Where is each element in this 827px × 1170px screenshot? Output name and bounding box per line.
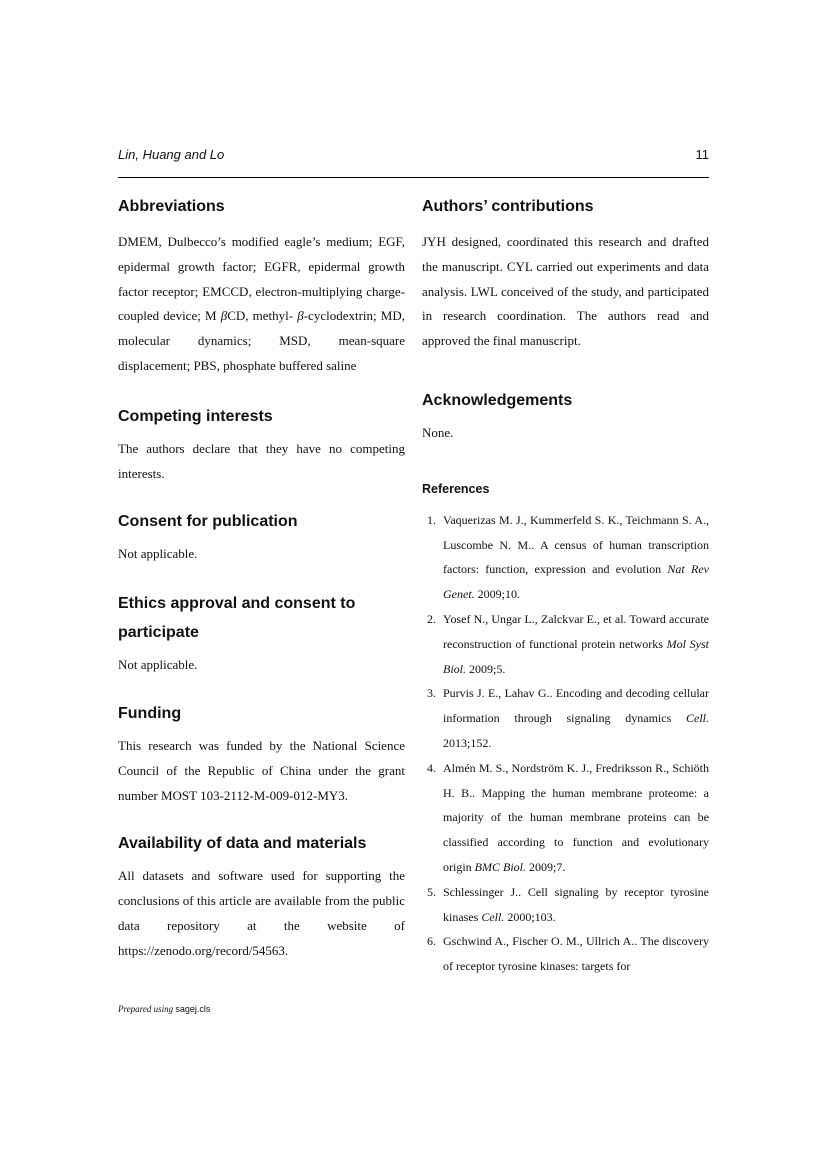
- abbreviations-text-part-3: -cyclodextrin; MD, molecular dynamics; MSD, mean-square displacement; PBS, phosphate buffered saline: [118, 308, 405, 373]
- contributions-text: JYH designed, coordinated this research and drafted the manuscript. CYL carried out experiments and data analysis. LWL conceived of the study, and participated in research coordination. The authors read and approved the final manuscript.: [422, 234, 709, 349]
- reference-year: 2013;152.: [443, 735, 492, 750]
- reference-number: 2.: [427, 611, 436, 626]
- reference-text: [443, 681, 709, 755]
- acknowledgements-section: [422, 386, 709, 446]
- availability-text: All datasets and software used for supporting the conclusions of this article are available from the public data repository at the website of https://zenodo.org/record/54563.: [118, 868, 405, 958]
- reference-year: 2009;10.: [474, 587, 520, 602]
- reference-body: Yosef N., Ungar L., Zalckvar E., et al. Toward accurate reconstruction of functional protein networks: [443, 611, 709, 651]
- abbreviations-text-part-1: DMEM, Dulbecco’s modified eagle’s medium; EGF, epidermal growth factor; EGFR, epidermal growth factor receptor; EMCCD, electron-multiplying charge-coupled device; M: [118, 234, 405, 324]
- abbreviations-text-part-2: CD, methyl-: [227, 308, 298, 324]
- acknowledgements-text: None.: [422, 424, 454, 440]
- reference-number: 5.: [427, 884, 436, 899]
- reference-year: 2000;103.: [504, 909, 556, 924]
- right-column: [422, 192, 709, 979]
- reference-list: [422, 508, 709, 979]
- left-column: [118, 192, 405, 964]
- reference-body: Schlessinger J.. Cell signaling by receptor tyrosine kinases: [443, 884, 709, 924]
- references-section: [422, 479, 709, 979]
- consent-section: [118, 507, 405, 567]
- reference-year: 2009;5.: [466, 661, 506, 676]
- reference-journal: Cell.: [481, 909, 505, 924]
- header-rule: [118, 177, 709, 178]
- header-authors: Lin, Huang and Lo: [118, 147, 225, 162]
- beta-symbol: β: [220, 308, 228, 324]
- reference-number: 1.: [427, 512, 436, 527]
- reference-number: 6.: [427, 934, 436, 949]
- reference-item: [422, 756, 709, 880]
- reference-text: [443, 607, 709, 681]
- reference-journal: Cell.: [686, 711, 709, 726]
- reference-item: [422, 508, 709, 607]
- contributions-section: [422, 192, 709, 354]
- reference-item: [422, 607, 709, 681]
- funding-section: [118, 699, 405, 808]
- running-header: [118, 147, 709, 165]
- abbreviations-text: [118, 230, 405, 379]
- reference-item: [422, 880, 709, 930]
- reference-item: [422, 681, 709, 755]
- funding-heading: Funding: [118, 704, 182, 722]
- page-footer: [118, 1004, 210, 1014]
- competing-interests-text: The authors declare that they have no competing interests.: [118, 440, 405, 481]
- reference-body: Almén M. S., Nordström K. J., Fredriksson R., Schiöth H. B.. Mapping the human membrane proteome: a majority of the human membrane proteins can be classified according to function and evolutionary origin: [443, 760, 709, 874]
- reference-text: [443, 508, 709, 607]
- ethics-text: Not applicable.: [118, 657, 198, 673]
- reference-number: 4.: [427, 760, 436, 775]
- reference-text: [443, 929, 709, 979]
- reference-body: Gschwind A., Fischer O. M., Ullrich A.. The discovery of receptor tyrosine kinases: targets for: [443, 934, 709, 974]
- page-number: 11: [695, 147, 709, 162]
- references-heading: References: [422, 481, 490, 496]
- availability-section: [118, 829, 405, 963]
- abbreviations-section: [118, 192, 405, 379]
- reference-journal: BMC Biol.: [474, 859, 526, 874]
- contributions-heading: Authors’ contributions: [422, 198, 594, 215]
- reference-body: Vaquerizas M. J., Kummerfeld S. K., Teichmann S. A., Luscombe N. M.. A census of human transcription factors: function, expression and evolution: [443, 512, 709, 577]
- footer-prepared-text: Prepared using: [118, 1004, 174, 1014]
- footer-class-file: sagej.cls: [175, 1004, 211, 1014]
- consent-text: Not applicable.: [118, 546, 198, 562]
- acknowledgements-heading: Acknowledgements: [422, 391, 573, 409]
- ethics-heading: Ethics approval and consent to participate: [118, 595, 356, 642]
- consent-heading: Consent for publication: [118, 513, 298, 531]
- competing-interests-heading: Competing interests: [118, 407, 273, 425]
- reference-text: [443, 880, 709, 930]
- funding-text: This research was funded by the National Science Council of the Republic of China under the grant number MOST 103-2112-M-009-012-MY3.: [118, 737, 405, 803]
- reference-journal: Mol Syst Biol.: [443, 636, 709, 676]
- reference-item: [422, 929, 709, 979]
- reference-number: 3.: [427, 686, 436, 701]
- competing-interests-section: [118, 402, 405, 487]
- reference-journal: Nat Rev Genet.: [443, 562, 709, 602]
- ethics-section: [118, 589, 405, 678]
- abbreviations-heading: Abbreviations: [118, 198, 225, 215]
- reference-text: [443, 756, 709, 880]
- reference-year: 2009;7.: [526, 859, 566, 874]
- reference-body: Purvis J. E., Lahav G.. Encoding and decoding cellular information through signaling dynamics: [443, 686, 709, 726]
- beta-symbol: β: [297, 308, 304, 324]
- availability-heading: Availability of data and materials: [118, 835, 367, 853]
